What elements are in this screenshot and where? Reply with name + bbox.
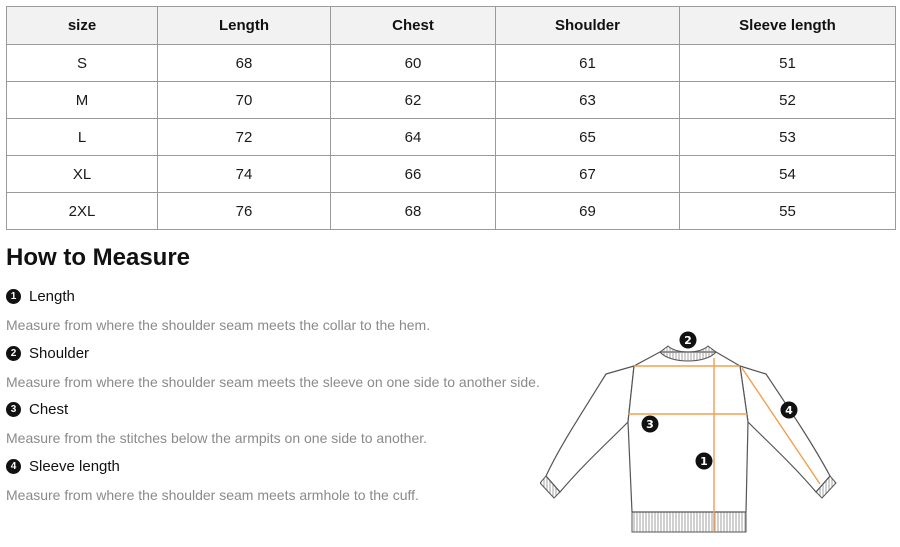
table-cell: XL: [7, 156, 158, 193]
table-row: [7, 193, 896, 230]
badge-4-icon: [781, 402, 798, 419]
header-length: Length: [158, 7, 331, 45]
svg-text:2: 2: [684, 334, 692, 347]
instruction-heading-length: [6, 288, 75, 305]
number-1-icon: 1: [6, 289, 21, 304]
header-chest: Chest: [331, 7, 496, 45]
instruction-description: Measure from where the shoulder seam meets the collar to the hem.: [6, 317, 431, 333]
instruction-description: Measure from the stitches below the armpits on one side to another.: [6, 430, 428, 446]
table-row: [7, 82, 896, 119]
table-cell: 52: [680, 82, 896, 119]
size-chart-table: [6, 6, 896, 230]
instruction-description: Measure from where the shoulder seam meets armhole to the cuff.: [6, 487, 419, 503]
table-row: [7, 119, 896, 156]
table-cell: 62: [331, 82, 496, 119]
instruction-heading-sleeve-length: [6, 458, 120, 475]
table-cell: L: [7, 119, 158, 156]
table-cell: M: [7, 82, 158, 119]
svg-text:1: 1: [700, 455, 708, 468]
instruction-label: Length: [29, 288, 75, 305]
table-cell: 68: [158, 45, 331, 82]
table-cell: 66: [331, 156, 496, 193]
number-2-icon: 2: [6, 346, 21, 361]
table-header-row: [7, 7, 896, 45]
badge-2-icon: [680, 332, 697, 349]
instruction-label: Chest: [29, 401, 69, 418]
table-row: [7, 156, 896, 193]
table-cell: 51: [680, 45, 896, 82]
badge-3-icon: [642, 416, 659, 433]
instruction-description: Measure from where the shoulder seam meets the sleeve on one side to another side.: [6, 374, 540, 390]
table-cell: 63: [496, 82, 680, 119]
table-cell: 55: [680, 193, 896, 230]
table-cell: 67: [496, 156, 680, 193]
badge-1-icon: [696, 453, 713, 470]
svg-text:3: 3: [646, 418, 654, 431]
how-to-measure-title: How to Measure: [6, 244, 191, 271]
svg-text:4: 4: [785, 404, 793, 417]
table-cell: 74: [158, 156, 331, 193]
table-cell: 54: [680, 156, 896, 193]
instruction-label: Sleeve length: [29, 458, 120, 475]
header-sleeve-length: Sleeve length: [680, 7, 896, 45]
table-cell: 64: [331, 119, 496, 156]
number-4-icon: 4: [6, 459, 21, 474]
sweater-outline: [546, 352, 830, 512]
table-row: [7, 45, 896, 82]
table-cell: 2XL: [7, 193, 158, 230]
number-3-icon: 3: [6, 402, 21, 417]
instruction-heading-shoulder: [6, 345, 89, 362]
instruction-label: Shoulder: [29, 345, 90, 362]
table-cell: 60: [331, 45, 496, 82]
table-cell: S: [7, 45, 158, 82]
table-cell: 70: [158, 82, 331, 119]
table-cell: 53: [680, 119, 896, 156]
sweater-measurement-diagram: [540, 326, 840, 538]
header-size: size: [7, 7, 158, 45]
table-cell: 76: [158, 193, 331, 230]
table-cell: 68: [331, 193, 496, 230]
table-cell: 69: [496, 193, 680, 230]
hem-ribbing: [632, 512, 746, 532]
table-cell: 72: [158, 119, 331, 156]
instruction-heading-chest: [6, 401, 68, 418]
table-cell: 65: [496, 119, 680, 156]
header-shoulder: Shoulder: [496, 7, 680, 45]
table-cell: 61: [496, 45, 680, 82]
